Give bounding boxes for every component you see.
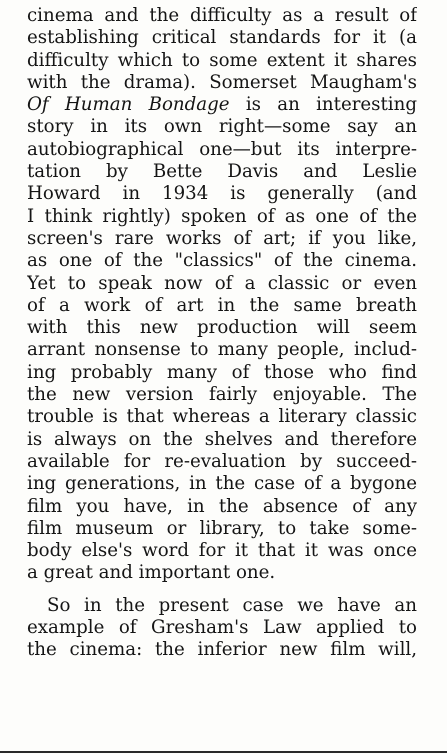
text-line: ing generations, in the case of a bygone [27,473,417,495]
text-line: ing probably many of those who find [27,361,417,383]
text-line: I think rightly) spoken of as one of the [27,205,417,227]
text-line: screen's rare works of art; if you like, [27,227,417,249]
text-line: arrant nonsense to many people, includ- [27,339,417,361]
paragraph-gap [27,585,417,595]
text-line: Howard in 1934 is generally (and [27,183,417,205]
film-title: Of Human Bondage [27,94,230,116]
text-line: tation by Bette Davis and Leslie [27,161,417,183]
text-line: film you have, in the absence of any [27,495,417,517]
text-line: available for re-evaluation by succeed- [27,450,417,472]
text-line: story in its own right—some say an [27,116,417,138]
text-line: as one of the "classics" of the cinema. [27,250,417,272]
text-line: of a work of art in the same breath [27,294,417,316]
paragraph-2 [27,595,417,662]
text-line: the new version fairly enjoyable. The [27,384,417,406]
text-line: body else's word for it that it was once [27,540,417,562]
text-line: difficulty which to some extent it shares [27,49,417,71]
text-line: with this new production will seem [27,317,417,339]
text-line: the cinema: the inferior new film will, [27,639,417,661]
text-line: with the drama). Somerset Maugham's [27,71,417,93]
text-line: example of Gresham's Law applied to [27,617,417,639]
text-line: a great and important one. [27,562,276,584]
text-line: So in the present case we have an [47,594,417,616]
text-line: trouble is that whereas a literary classic [27,406,417,428]
bottom-rule [0,751,447,753]
text-line: cinema and the difficulty as a result of [27,5,417,26]
paragraph-1 [27,5,417,585]
text-line: film museum or library, to take some- [27,517,417,539]
article-text-column [27,5,417,662]
text-line: establishing critical standards for it (a [27,27,417,49]
text-line: is always on the shelves and therefore [27,428,417,450]
text-line: Of Human Bondage is an interesting [27,94,417,116]
text-line: Yet to speak now of a classic or even [27,272,417,294]
text-line: autobiographical one—but its interpre- [27,138,417,160]
